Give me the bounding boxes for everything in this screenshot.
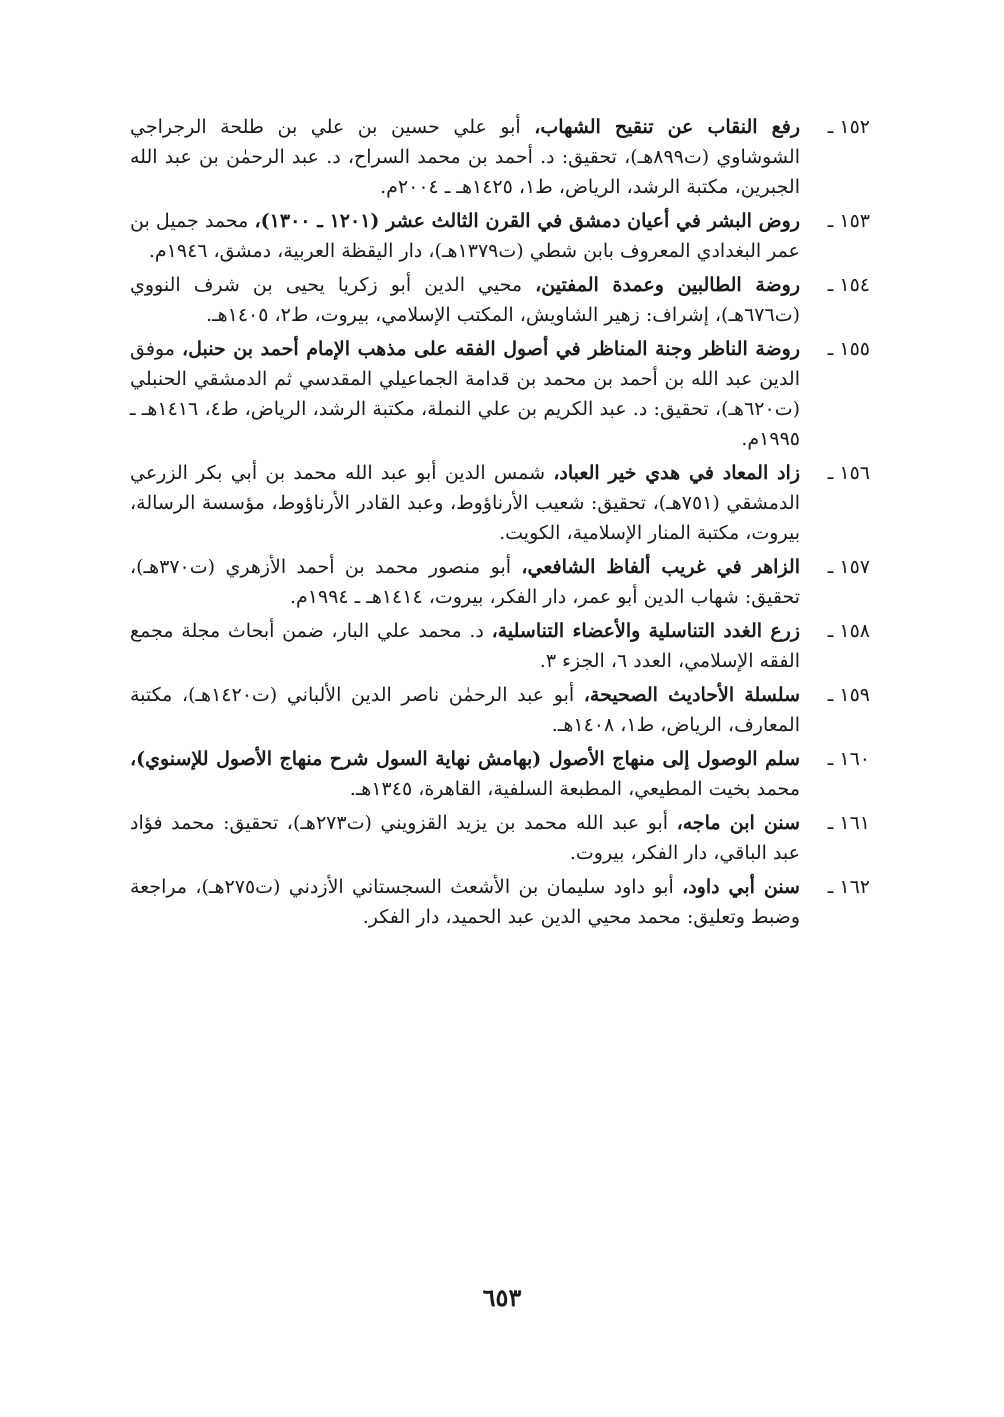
entry-title: سنن ابن ماجه، xyxy=(676,812,800,834)
entry-text xyxy=(130,680,800,740)
entry-number: ١٥٧ ـ xyxy=(827,556,870,578)
entry-text xyxy=(130,744,800,804)
entry-details: موفق الدين عبد الله بن أحمد بن محمد بن قدامة الجماعيلي المقدسي ثم الدمشقي الحنبلي (ت٦٢٠هـ)، تحقيق: د. عبد الكريم بن علي النملة، مكتبة الرشد، الرياض، ط٤، ١٤١٦هـ ـ ١٩٩٥م. xyxy=(130,338,801,450)
entry-details: محيي الدين أبو زكريا يحيى بن شرف النووي (ت٦٧٦هـ)، إشراف: زهير الشاويش، المكتب الإسلامي، بيروت، ط٢، ١٤٠٥هـ. xyxy=(130,274,800,326)
entry-number: ١٥٦ ـ xyxy=(827,462,870,484)
entry-title: زاد المعاد في هدي خير العباد، xyxy=(553,462,800,484)
entry-text xyxy=(130,334,800,454)
page-number: ٦٥٣ xyxy=(482,1283,522,1312)
entry-number: ١٥٣ ـ xyxy=(827,210,870,232)
bibliography-list xyxy=(130,112,870,936)
entry-title: زرع الغدد التناسلية والأعضاء التناسلية، xyxy=(491,620,801,642)
bibliography-entry xyxy=(130,458,870,548)
entry-title: سنن أبي داود، xyxy=(682,876,800,898)
entry-text xyxy=(130,808,800,868)
entry-details: شمس الدين أبو عبد الله محمد بن أبي بكر الزرعي الدمشقي (٧٥١هـ)، تحقيق: شعيب الأرناؤوط، وعبد القادر الأرناؤوط، مؤسسة الرسالة، بيروت، مكتبة المنار الإسلامية، الكويت. xyxy=(130,462,800,544)
entry-text xyxy=(130,616,800,676)
bibliography-entry xyxy=(130,808,870,868)
entry-title: سلم الوصول إلى منهاج الأصول (بهامش نهاية السول شرح منهاج الأصول للإسنوي)، xyxy=(130,748,800,770)
entry-details: أبو عبد الرحمٰن ناصر الدين الألباني (ت١٤٢٠هـ)، مكتبة المعارف، الرياض، ط١، ١٤٠٨هـ. xyxy=(130,684,800,736)
entry-number: ١٥٢ ـ xyxy=(827,116,870,138)
entry-title: روض البشر في أعيان دمشق في القرن الثالث عشر (١٢٠١ ـ ١٣٠٠)، xyxy=(254,210,801,232)
entry-text xyxy=(130,872,800,932)
entry-number: ١٥٩ ـ xyxy=(827,684,870,706)
entry-text xyxy=(130,270,800,330)
entry-number: ١٥٥ ـ xyxy=(827,338,870,360)
bibliography-entry xyxy=(130,206,870,266)
entry-text xyxy=(130,112,800,202)
entry-details: أبو داود سليمان بن الأشعث السجستاني الأزدني (ت٢٧٥هـ)، مراجعة وضبط وتعليق: محمد محيي الدين عبد الحميد، دار الفكر. xyxy=(130,876,800,928)
bibliography-entry xyxy=(130,680,870,740)
entry-details: د. محمد علي البار، ضمن أبحاث مجلة مجمع الفقه الإسلامي، العدد ٦، الجزء ٣. xyxy=(130,620,800,672)
entry-details: محمد جميل بن عمر البغدادي المعروف بابن شطي (ت١٣٧٩هـ)، دار اليقظة العربية، دمشق، ١٩٤٦م. xyxy=(130,210,800,262)
bibliography-entry xyxy=(130,270,870,330)
entry-text xyxy=(130,206,800,266)
entry-text xyxy=(130,552,800,612)
entry-number: ١٦٠ ـ xyxy=(827,748,870,770)
entry-number: ١٥٨ ـ xyxy=(827,620,870,642)
entry-title: سلسلة الأحاديث الصحيحة، xyxy=(583,684,800,706)
entry-title: الزاهر في غريب ألفاظ الشافعي، xyxy=(521,556,800,578)
entry-details: محمد بخيت المطيعي، المطبعة السلفية، القاهرة، ١٣٤٥هـ. xyxy=(349,778,800,800)
entry-details: أبو علي حسين بن علي بن طلحة الرجراجي الشوشاوي (ت٨٩٩هـ)، تحقيق: د. أحمد بن محمد السراح، د. عبد الرحمٰن بن عبد الله الجبرين، مكتبة الرشد، الرياض، ط١، ١٤٢٥هـ ـ ٢٠٠٤م. xyxy=(130,116,800,198)
bibliography-entry xyxy=(130,872,870,932)
bibliography-entry xyxy=(130,616,870,676)
bibliography-entry xyxy=(130,552,870,612)
entry-details: أبو منصور محمد بن أحمد الأزهري (ت٣٧٠هـ)، تحقيق: شهاب الدين أبو عمر، دار الفكر، بيروت، ١٤١٤هـ ـ ١٩٩٤م. xyxy=(130,556,800,608)
entry-title: رفع النقاب عن تنقيح الشهاب، xyxy=(534,116,800,138)
bibliography-entry xyxy=(130,112,870,202)
entry-number: ١٥٤ ـ xyxy=(827,274,870,296)
entry-number: ١٦٢ ـ xyxy=(827,876,870,898)
entry-details: أبو عبد الله محمد بن يزيد القزويني (ت٢٧٣هـ)، تحقيق: محمد فؤاد عبد الباقي، دار الفكر، بيروت. xyxy=(130,812,800,864)
entry-number: ١٦١ ـ xyxy=(827,812,870,834)
entry-title: روضة الناظر وجنة المناظر في أصول الفقه على مذهب الإمام أحمد بن حنبل، xyxy=(181,338,801,360)
entry-title: روضة الطالبين وعمدة المفتين، xyxy=(535,274,801,296)
bibliography-entry xyxy=(130,334,870,454)
entry-text xyxy=(130,458,800,548)
bibliography-entry xyxy=(130,744,870,804)
